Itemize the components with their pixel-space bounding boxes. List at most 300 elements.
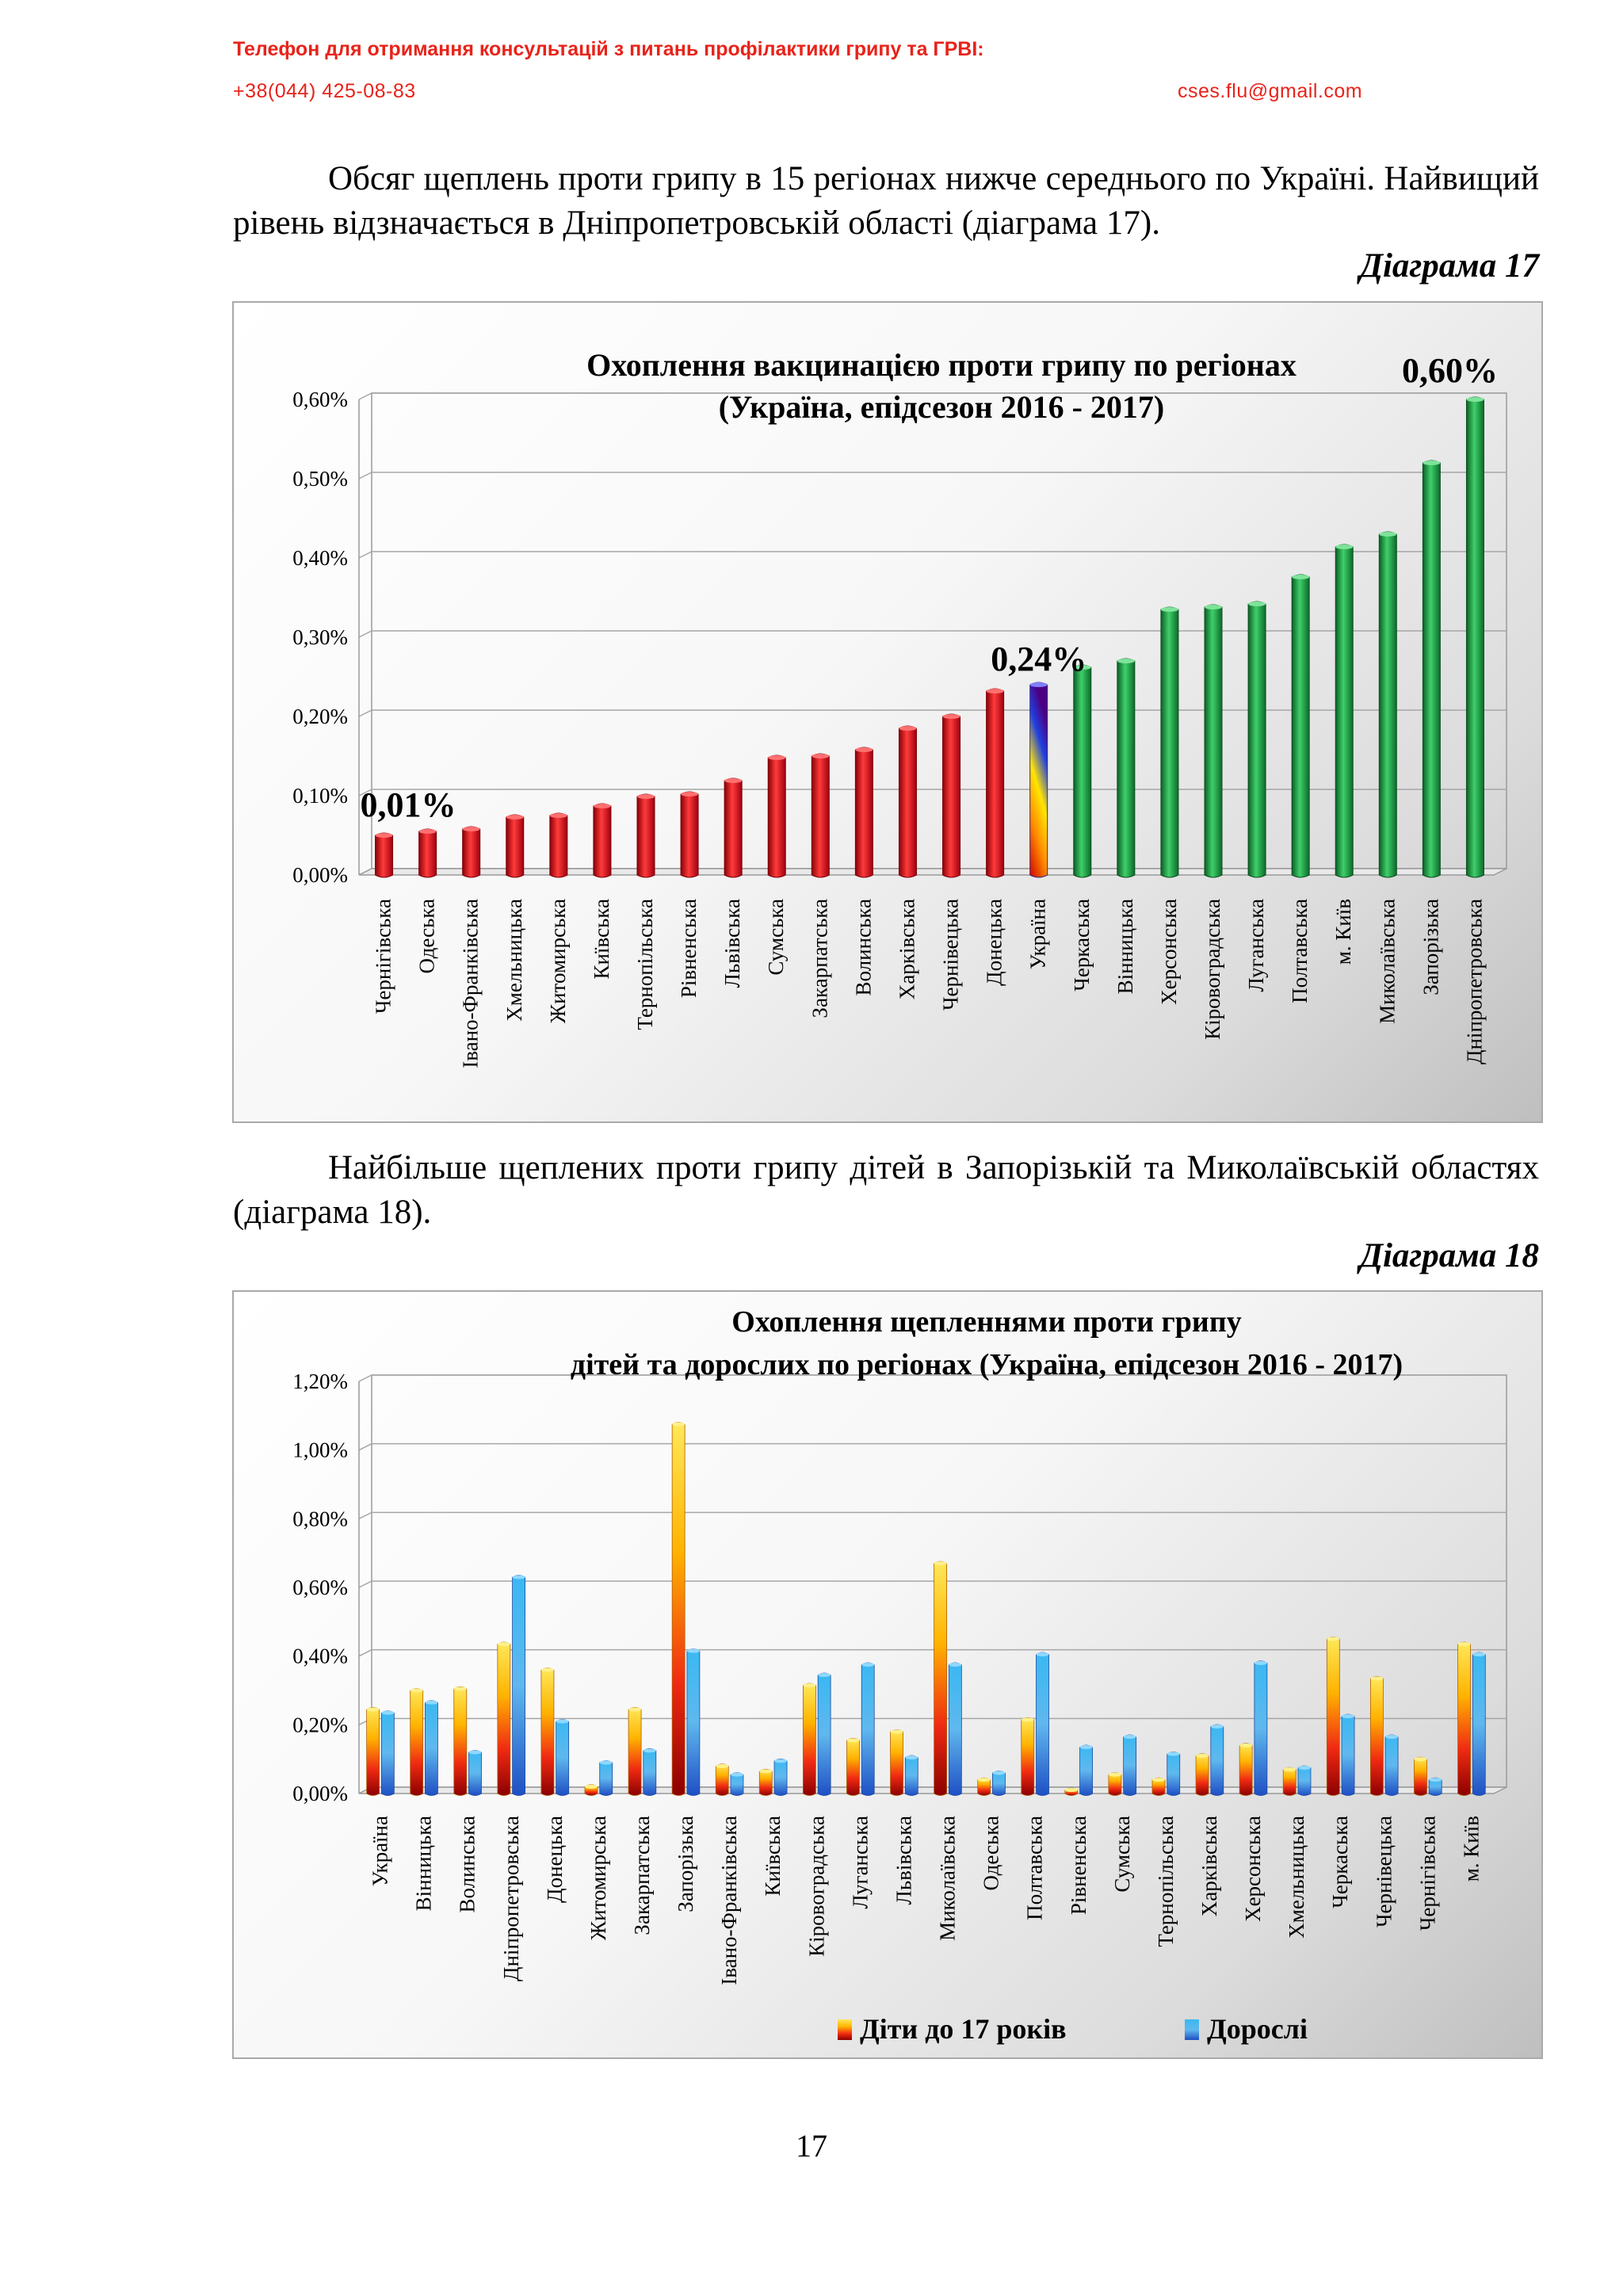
chart-18-bar-cap xyxy=(1109,1773,1121,1777)
chart-17-bar-cap xyxy=(419,829,437,834)
chart-17-bar-cap xyxy=(855,747,873,752)
chart-18-bar-cap xyxy=(643,1748,656,1752)
chart-17-bar-cap xyxy=(550,813,567,818)
chart-17-bar-body xyxy=(943,714,960,877)
chart-18-bar-cap xyxy=(1022,1717,1034,1721)
chart-18-bar-body xyxy=(1124,1735,1136,1796)
chart-17 xyxy=(234,303,1541,1121)
chart-18-bar-cap xyxy=(1254,1661,1267,1665)
chart-18-bar-children xyxy=(934,1561,947,1795)
chart-18-x-label: Запорізька xyxy=(674,1816,698,1912)
chart-17-bar xyxy=(1335,544,1353,877)
chart-18-bar-adults xyxy=(513,1576,525,1796)
chart-18-bar-cap xyxy=(411,1689,423,1693)
chart-17-bar xyxy=(768,755,785,877)
chart-18-bar-children xyxy=(716,1764,728,1796)
chart-18-bar-adults xyxy=(1124,1735,1136,1796)
chart-18-bar-cap xyxy=(1472,1652,1485,1656)
chart-17-bar-cap xyxy=(1030,682,1048,687)
chart-17-y-tick: 0,30% xyxy=(292,625,348,649)
chart-18-bar-adults xyxy=(469,1751,482,1796)
chart-17-y-tick: 0,60% xyxy=(292,388,348,411)
chart-17-bar xyxy=(1248,602,1266,877)
diagram-18-label: Діаграма 18 xyxy=(1359,1237,1539,1274)
chart-18-bar-body xyxy=(861,1663,874,1796)
chart-18-x-label: Одеська xyxy=(979,1816,1003,1891)
chart-18-bar-body xyxy=(891,1730,903,1796)
chart-18-bar-body xyxy=(1370,1676,1383,1795)
chart-18-bar-children xyxy=(1196,1754,1209,1796)
chart-17-x-label: Луганська xyxy=(1244,899,1269,992)
chart-18-bar-adults xyxy=(818,1673,831,1796)
chart-17-bar-cap xyxy=(943,714,960,719)
chart-18-y-tick: 1,20% xyxy=(292,1370,348,1393)
chart-17-bar-cap xyxy=(594,804,611,808)
chart-18-bar-cap xyxy=(716,1764,728,1768)
chart-18-bar-body xyxy=(687,1649,700,1796)
chart-17-bar xyxy=(1423,460,1440,877)
chart-18-bar-children xyxy=(1239,1744,1252,1796)
chart-17-x-label: Рівненська xyxy=(677,899,701,999)
chart-17-bar-body xyxy=(1335,544,1353,877)
chart-18-legend-label: Дорослі xyxy=(1207,2013,1308,2045)
chart-18-bar-body xyxy=(454,1687,467,1795)
chart-18-bar-body xyxy=(774,1759,787,1795)
chart-18-y-tick: 0,80% xyxy=(292,1507,348,1531)
chart-17-bar-body xyxy=(1074,665,1091,877)
chart-18-bar-children xyxy=(1370,1676,1383,1795)
chart-18-bar-cap xyxy=(600,1761,613,1765)
chart-18-bar-children xyxy=(846,1738,859,1795)
chart-18-bar-adults xyxy=(1429,1778,1442,1795)
chart-17-x-label: Чернівецька xyxy=(938,899,963,1011)
chart-18-bar-body xyxy=(1080,1745,1093,1796)
chart-17-bar-body xyxy=(1161,607,1178,877)
chart-18-bar-body xyxy=(411,1689,423,1796)
chart-17-bar-body xyxy=(724,778,742,877)
diagram-17-label: Діаграма 17 xyxy=(1359,247,1539,285)
chart-18-bar-cap xyxy=(513,1576,525,1580)
chart-18-x-label: Рівненська xyxy=(1066,1816,1090,1916)
chart-17-bar-body xyxy=(506,815,524,877)
chart-18-bar-children xyxy=(1022,1717,1034,1795)
chart-17-title: Охоплення вакцинацією проти грипу по регіонах xyxy=(586,347,1296,383)
chart-18-bar-children xyxy=(759,1769,772,1795)
chart-17-bar xyxy=(812,754,829,877)
chart-18-bar-body xyxy=(628,1707,641,1795)
chart-17-bar xyxy=(1379,532,1396,877)
chart-17-x-label: Харківська xyxy=(895,899,919,1000)
chart-18-x-label: Миколаївська xyxy=(935,1816,960,1941)
chart-17-y-tick: 0,00% xyxy=(292,863,348,887)
chart-18-x-label: Київська xyxy=(761,1816,785,1897)
chart-18-bar-body xyxy=(905,1755,918,1796)
chart-17-bar-body xyxy=(899,726,916,877)
chart-17-bar xyxy=(419,829,437,877)
chart-18-bar-cap xyxy=(1196,1754,1209,1758)
chart-18-subtitle: дітей та дорослих по регіонах (Україна, епідсезон 2016 - 2017) xyxy=(570,1348,1403,1381)
chart-17-bar-cap xyxy=(463,827,480,831)
chart-18-bar-cap xyxy=(585,1785,598,1789)
chart-18-bar-children xyxy=(891,1730,903,1796)
chart-17-bar xyxy=(681,792,698,877)
chart-18-bar-children xyxy=(541,1668,554,1796)
chart-17-bar-body xyxy=(550,813,567,877)
chart-17-x-label: Вінницька xyxy=(1113,899,1137,995)
chart-18-bar-adults xyxy=(1211,1725,1224,1796)
chart-18-bar-adults xyxy=(1385,1735,1398,1796)
chart-18-bar-body xyxy=(556,1720,569,1796)
chart-17-bar-body xyxy=(1248,602,1266,877)
chart-18-bar-body xyxy=(1254,1661,1267,1796)
chart-18-x-label: Тернопільська xyxy=(1153,1816,1178,1947)
chart-17-annotation: 0,60% xyxy=(1401,351,1498,390)
chart-17-bar-cap xyxy=(1423,460,1440,465)
chart-17-floor xyxy=(359,869,1507,875)
chart-18-bar-cap xyxy=(774,1759,787,1763)
chart-17-bar xyxy=(1466,397,1484,877)
chart-17-bar-cap xyxy=(1335,544,1353,549)
chart-18-bar-adults xyxy=(1342,1714,1354,1796)
chart-18-bar-adults xyxy=(949,1663,961,1796)
chart-17-bar-body xyxy=(419,829,437,877)
chart-17-x-label: Херсонська xyxy=(1156,899,1181,1005)
chart-17-y-tick: 0,40% xyxy=(292,546,348,570)
chart-17-x-label: Закарпатська xyxy=(808,899,832,1018)
chart-17-x-label: Дніпропетровська xyxy=(1462,899,1487,1064)
chart-17-bar xyxy=(1205,605,1222,877)
chart-18-bar-body xyxy=(643,1748,656,1795)
chart-18-bar-adults xyxy=(643,1748,656,1795)
chart-18-bar-cap xyxy=(1370,1676,1383,1680)
chart-18-bar-body xyxy=(381,1711,394,1796)
chart-18-bar-cap xyxy=(759,1769,772,1773)
chart-17-y-tick: 0,20% xyxy=(292,705,348,728)
chart-18-bar-body xyxy=(1472,1652,1485,1796)
chart-18-x-label: Чернігівська xyxy=(1415,1816,1440,1931)
chart-18-bar-adults xyxy=(1167,1752,1180,1796)
chart-17-gridline xyxy=(359,552,1507,558)
chart-17-bar-cap xyxy=(1292,575,1309,579)
chart-18-bar-body xyxy=(1022,1717,1034,1795)
chart-18-gridline xyxy=(359,1512,1507,1519)
chart-18-bar-children xyxy=(1065,1788,1078,1795)
chart-18-x-label: Хмельницька xyxy=(1285,1816,1309,1939)
chart-17-bar xyxy=(1074,665,1091,877)
chart-18-bar-body xyxy=(513,1576,525,1796)
chart-17-bar xyxy=(506,815,524,877)
chart-17-x-label: Кіровоградська xyxy=(1201,899,1224,1040)
chart-18-legend-swatch xyxy=(1185,2019,1199,2040)
chart-17-subtitle: (Україна, епідсезон 2016 - 2017) xyxy=(718,389,1165,425)
chart-18-x-label: Вінницька xyxy=(411,1816,436,1912)
chart-18-bar-body xyxy=(672,1423,685,1796)
chart-18-bar-children xyxy=(1283,1767,1296,1795)
chart-17-bar-body xyxy=(681,792,698,877)
chart-17-bar-cap xyxy=(1161,607,1178,612)
chart-18-x-label: Полтавська xyxy=(1022,1816,1047,1920)
chart-17-gridline xyxy=(359,631,1507,637)
chart-17-frame xyxy=(232,301,1543,1123)
chart-18-bar-cap xyxy=(1283,1767,1296,1771)
chart-17-bar-cap xyxy=(1248,602,1266,606)
chart-17-x-label: Миколаївська xyxy=(1375,899,1400,1024)
chart-17-bar xyxy=(724,778,742,877)
chart-18-x-label: Донецька xyxy=(542,1816,567,1903)
chart-18-bar-children xyxy=(498,1642,510,1796)
chart-18-bar-children xyxy=(1458,1642,1471,1796)
chart-18-bar-cap xyxy=(1239,1744,1252,1748)
chart-18-bar-body xyxy=(1458,1642,1471,1796)
chart-18-bar-children xyxy=(411,1689,423,1796)
chart-17-bar-cap xyxy=(812,754,829,758)
chart-18-bar-adults xyxy=(1080,1745,1093,1796)
chart-18-bar-body xyxy=(469,1751,482,1796)
chart-18-bar-children xyxy=(585,1785,598,1796)
chart-17-x-label: Волинська xyxy=(851,899,876,996)
chart-17-bar xyxy=(899,726,916,877)
chart-18-bar-body xyxy=(818,1673,831,1796)
chart-18-bar-adults xyxy=(1037,1652,1049,1796)
chart-17-x-label: Полтавська xyxy=(1288,899,1312,1003)
chart-17-bar xyxy=(550,813,567,877)
chart-18-bar-cap xyxy=(672,1423,685,1427)
chart-17-bar xyxy=(376,833,393,877)
chart-17-bar-body xyxy=(1466,397,1484,877)
chart-18 xyxy=(234,1292,1541,2057)
chart-17-x-label: Сумська xyxy=(764,899,789,976)
chart-17-bar-body xyxy=(987,689,1004,877)
chart-18-x-label: Волинська xyxy=(455,1816,479,1913)
chart-18-bar-body xyxy=(541,1668,554,1796)
chart-18-x-label: Дніпропетровська xyxy=(498,1816,523,1981)
chart-18-x-label: Луганська xyxy=(848,1816,873,1909)
chart-18-bar-body xyxy=(1211,1725,1224,1796)
chart-18-frame xyxy=(232,1290,1543,2059)
chart-18-x-label: Закарпатська xyxy=(630,1816,654,1935)
chart-17-bar-cap xyxy=(506,815,524,819)
chart-18-bar-cap xyxy=(541,1668,554,1672)
chart-18-bar-cap xyxy=(861,1663,874,1667)
chart-18-bar-children xyxy=(1414,1757,1426,1795)
chart-17-bar xyxy=(594,804,611,877)
chart-18-bar-adults xyxy=(774,1759,787,1795)
chart-17-bar-body xyxy=(768,755,785,877)
chart-17-bar xyxy=(1030,682,1048,877)
chart-17-bar-body xyxy=(812,754,829,877)
chart-18-bar-cap xyxy=(846,1738,859,1742)
chart-18-bar-body xyxy=(1239,1744,1252,1796)
chart-18-bar-cap xyxy=(498,1642,510,1646)
chart-18-bar-adults xyxy=(1254,1661,1267,1796)
chart-18-bar-body xyxy=(498,1642,510,1796)
chart-18-x-label: Івано-Франківська xyxy=(717,1816,742,1985)
chart-17-bar-body xyxy=(463,827,480,877)
chart-17-x-label: Івано-Франківська xyxy=(458,899,483,1068)
chart-17-bar xyxy=(1117,659,1135,877)
chart-17-bar-cap xyxy=(768,755,785,760)
chart-17-bar xyxy=(637,794,655,877)
chart-17-bar-body xyxy=(1117,659,1135,877)
chart-18-bar-cap xyxy=(978,1778,991,1782)
chart-18-bar-cap xyxy=(1385,1735,1398,1739)
chart-17-bar-body xyxy=(1292,575,1309,877)
chart-18-bar-body xyxy=(425,1701,437,1796)
chart-17-gridline xyxy=(359,789,1507,796)
hotline-phone: +38(044) 425-08-83 xyxy=(233,80,416,102)
chart-18-bar-cap xyxy=(1298,1766,1311,1770)
chart-17-x-label: Житомирська xyxy=(545,899,570,1024)
chart-18-bar-body xyxy=(367,1707,380,1795)
chart-18-bar-body xyxy=(934,1561,947,1795)
chart-17-bar-cap xyxy=(1466,397,1484,402)
chart-18-bar-cap xyxy=(1167,1752,1180,1756)
chart-18-bar-cap xyxy=(1124,1735,1136,1739)
chart-18-legend-swatch xyxy=(838,2019,852,2040)
chart-17-x-label: Київська xyxy=(589,899,613,980)
chart-18-bar-cap xyxy=(1080,1745,1093,1749)
chart-18-bar-adults xyxy=(425,1701,437,1796)
chart-18-bar-cap xyxy=(891,1730,903,1734)
chart-18-bar-children xyxy=(454,1687,467,1795)
chart-17-bar-body xyxy=(1030,682,1048,877)
chart-18-bar-cap xyxy=(1327,1637,1339,1641)
chart-18-bar-children xyxy=(672,1423,685,1796)
chart-18-bar-children xyxy=(1109,1773,1121,1796)
chart-18-bar-body xyxy=(1342,1714,1354,1796)
chart-18-bar-adults xyxy=(905,1755,918,1796)
chart-17-bar-body xyxy=(855,747,873,877)
chart-17-bar-cap xyxy=(681,792,698,797)
chart-18-x-label: Кіровоградська xyxy=(804,1816,829,1957)
chart-18-x-label: Львівська xyxy=(892,1816,916,1905)
chart-18-x-label: Україна xyxy=(368,1816,392,1887)
paragraph-1: Обсяг щеплень проти грипу в 15 регіонах нижче середнього по Україні. Найвищий рівень відзначається в Дніпропетровській області (діаграма 17). xyxy=(233,160,1539,242)
chart-17-x-label: м. Київ xyxy=(1331,899,1356,965)
chart-17-bar-body xyxy=(376,833,393,877)
chart-17-x-label: Хмельницька xyxy=(502,899,526,1022)
chart-18-bar-body xyxy=(1414,1757,1426,1795)
chart-18-bar-children xyxy=(367,1707,380,1795)
chart-18-bar-cap xyxy=(1211,1725,1224,1729)
chart-18-bar-cap xyxy=(731,1773,743,1777)
chart-18-bar-adults xyxy=(861,1663,874,1796)
chart-18-x-label: м. Київ xyxy=(1459,1816,1484,1882)
chart-17-y-tick: 0,50% xyxy=(292,467,348,491)
chart-18-x-label: Черкаська xyxy=(1328,1816,1353,1908)
chart-18-bar-cap xyxy=(803,1683,815,1687)
chart-17-bar-cap xyxy=(376,833,393,838)
chart-18-bar-cap xyxy=(1065,1788,1078,1792)
chart-17-x-label: Україна xyxy=(1025,899,1050,970)
chart-18-bar-body xyxy=(716,1764,728,1796)
chart-18-bar-adults xyxy=(600,1761,613,1796)
chart-18-bar-cap xyxy=(425,1701,437,1705)
chart-18-y-tick: 1,00% xyxy=(292,1438,348,1462)
chart-17-bar-cap xyxy=(637,794,655,799)
chart-17-bar xyxy=(855,747,873,877)
chart-18-bar-cap xyxy=(1458,1642,1471,1646)
chart-17-bar-cap xyxy=(899,726,916,731)
chart-18-bar-body xyxy=(1385,1735,1398,1796)
chart-17-x-label: Запорізька xyxy=(1419,899,1443,995)
chart-18-title: Охоплення щепленнями проти грипу xyxy=(731,1305,1242,1339)
chart-18-bar-cap xyxy=(469,1751,482,1755)
chart-18-bar-body xyxy=(1167,1752,1180,1796)
chart-18-bar-children xyxy=(628,1707,641,1795)
paragraph-2: Найбільше щеплених проти грипу дітей в Запорізькій та Миколаївській областях (діаграма 18). xyxy=(233,1149,1539,1231)
chart-18-bar-cap xyxy=(1342,1714,1354,1718)
chart-17-gridline xyxy=(359,710,1507,716)
chart-18-gridline xyxy=(359,1581,1507,1587)
chart-18-bar-cap xyxy=(454,1687,467,1690)
chart-18-bar-children xyxy=(1327,1637,1339,1796)
chart-18-y-tick: 0,40% xyxy=(292,1644,348,1668)
chart-17-bar xyxy=(1161,607,1178,877)
chart-17-x-label: Тернопільська xyxy=(633,899,657,1030)
chart-18-bar-cap xyxy=(367,1707,380,1711)
chart-17-annotation: 0,24% xyxy=(991,640,1087,678)
chart-18-bar-body xyxy=(1196,1754,1209,1796)
chart-18-bar-cap xyxy=(628,1707,641,1711)
chart-17-bar-body xyxy=(1423,460,1440,877)
chart-17-x-label: Одеська xyxy=(414,899,439,974)
chart-17-bar xyxy=(943,714,960,877)
chart-18-x-label: Сумська xyxy=(1109,1816,1134,1893)
chart-18-bar-adults xyxy=(1298,1766,1311,1796)
chart-18-bar-body xyxy=(1283,1767,1296,1795)
chart-18-x-label: Харківська xyxy=(1197,1816,1221,1917)
chart-18-bar-cap xyxy=(687,1649,700,1653)
chart-17-bar-body xyxy=(1379,532,1396,877)
chart-18-x-label: Житомирська xyxy=(586,1816,610,1941)
chart-17-bar-body xyxy=(594,804,611,877)
chart-17-annotation: 0,01% xyxy=(360,785,456,824)
chart-18-bar-adults xyxy=(687,1649,700,1796)
chart-18-bar-cap xyxy=(1152,1778,1165,1782)
chart-18-bar-cap xyxy=(992,1771,1005,1775)
chart-18-x-label: Херсонська xyxy=(1241,1816,1266,1922)
chart-17-bar-cap xyxy=(1205,605,1222,609)
chart-17-bar xyxy=(463,827,480,877)
chart-18-bar-body xyxy=(1037,1652,1049,1796)
page-number: 17 xyxy=(796,2128,827,2164)
chart-17-bar-body xyxy=(637,794,655,877)
chart-18-y-tick: 0,20% xyxy=(292,1713,348,1737)
chart-18-bar-cap xyxy=(1414,1757,1426,1761)
chart-18-bar-cap xyxy=(905,1755,918,1759)
chart-17-gridline xyxy=(359,472,1507,479)
chart-17-bar-body xyxy=(1205,605,1222,877)
chart-18-gridline xyxy=(359,1444,1507,1450)
chart-18-bar-children xyxy=(1152,1778,1165,1795)
chart-18-bar-children xyxy=(803,1683,815,1796)
chart-17-y-tick: 0,10% xyxy=(292,784,348,808)
chart-18-bar-cap xyxy=(1429,1778,1442,1782)
hotline-header: Телефон для отримання консультацій з питань профілактики грипу та ГРВІ: xyxy=(233,38,984,60)
chart-18-bar-adults xyxy=(381,1711,394,1796)
chart-18-y-tick: 0,00% xyxy=(292,1782,348,1805)
chart-17-bar-cap xyxy=(724,778,742,783)
chart-18-bar-cap xyxy=(381,1711,394,1715)
chart-18-bar-adults xyxy=(1472,1652,1485,1796)
chart-18-bar-cap xyxy=(1037,1652,1049,1656)
chart-17-bar xyxy=(1292,575,1309,877)
chart-18-bar-body xyxy=(600,1761,613,1796)
hotline-email[interactable]: cses.flu@gmail.com xyxy=(1178,80,1363,102)
chart-18-bar-body xyxy=(1298,1766,1311,1796)
chart-17-x-label: Львівська xyxy=(720,899,745,988)
